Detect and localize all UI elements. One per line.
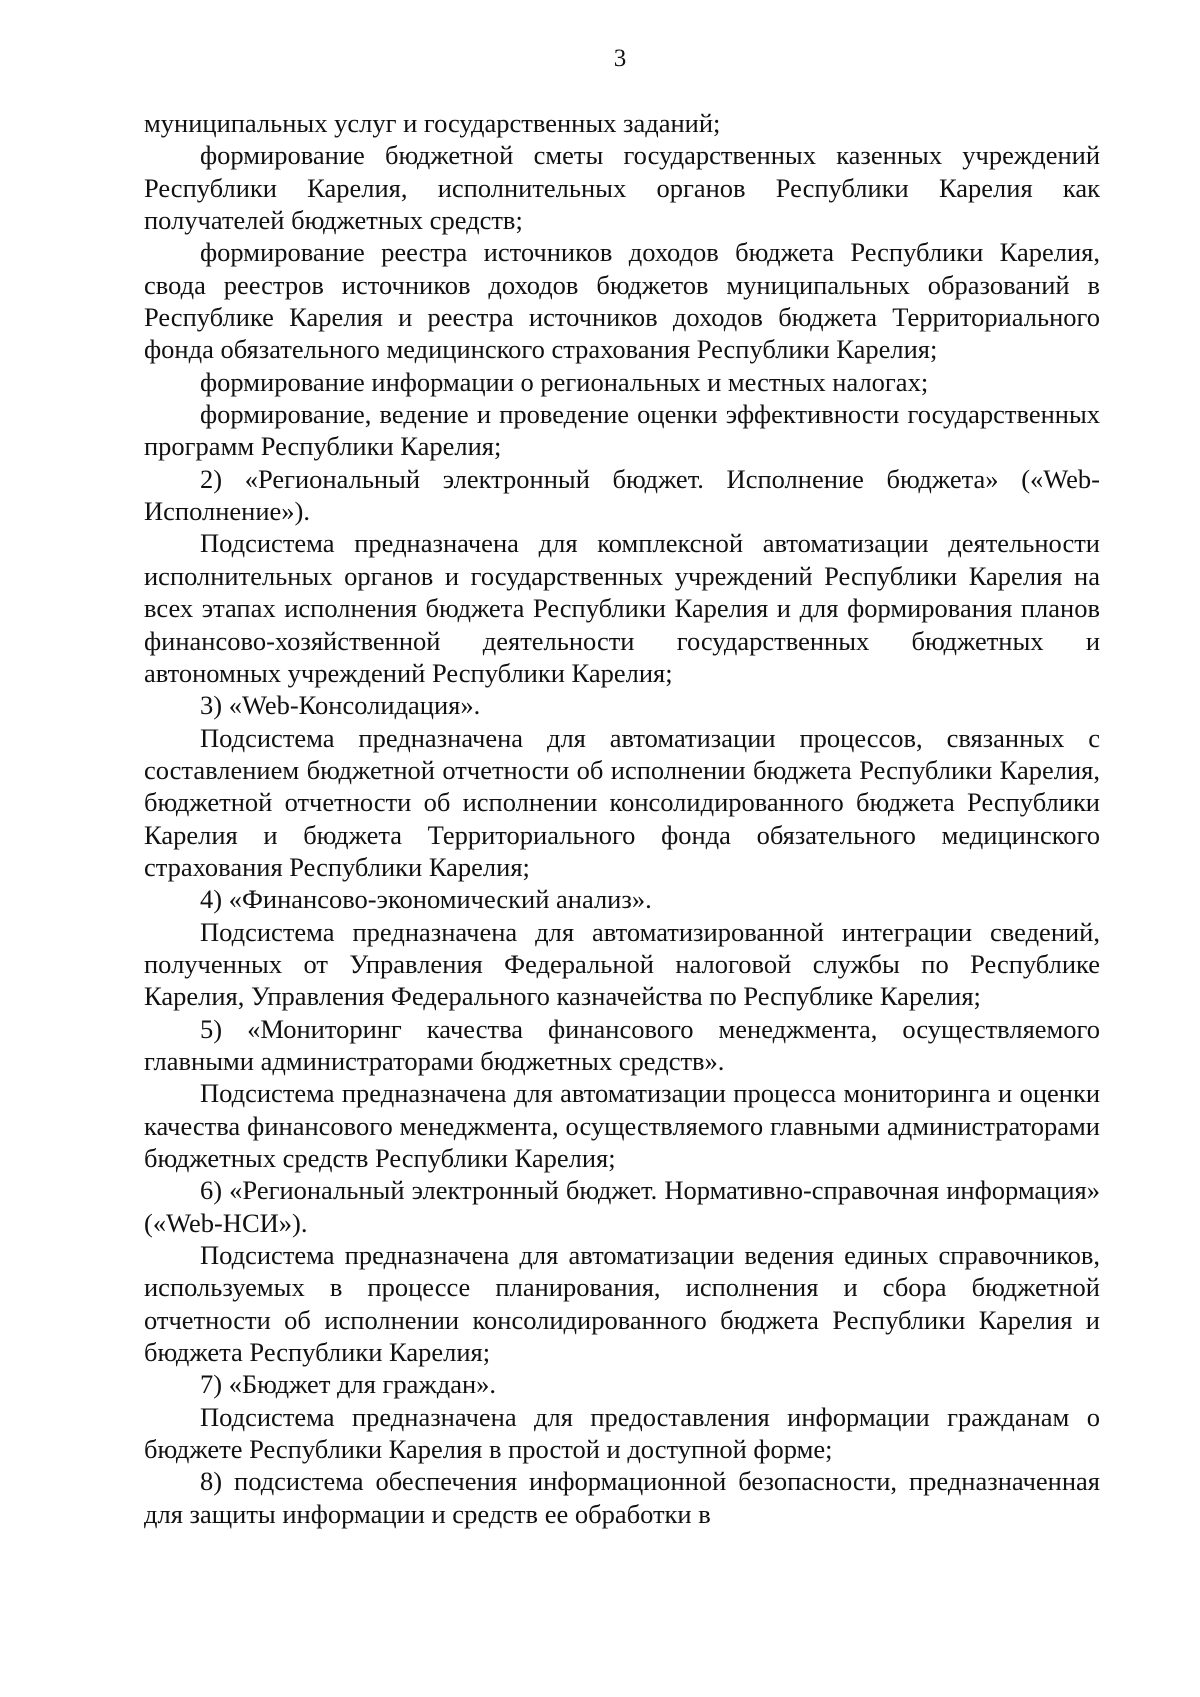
paragraph-taxes-info: формирование информации о региональных и местных налогах; [200, 366, 929, 397]
list-item-2-heading: 2) «Региональный электронный бюджет. Исполнение бюджета» («Web-Исполнение»). [144, 463, 1100, 527]
paragraph-continuation: муниципальных услуг и государственных заданий; [144, 108, 721, 138]
list-item-4-heading: 4) «Финансово-экономический анализ». [200, 884, 652, 915]
list-item-7-description: Подсистема предназначена для предоставления информации гражданам о бюджете Республики Карелия в простой и доступной форме; [144, 1401, 1100, 1465]
list-item-4-description: Подсистема предназначена для автоматизированной интеграции сведений, полученных от Управления Федеральной налоговой службы по Республике Карелия, Управления Федерального казначейства по Республике Карелия; [144, 916, 1100, 1012]
paragraph-income-registry: формирование реестра источников доходов бюджета Республики Карелия, свода реестров источников доходов бюджетов муниципальных образований в Республике Карелия и реестра источников доходов бюджета Территориального фонда обязательного медицинского страхования Республики Карелия; [144, 237, 1100, 365]
paragraph-programs-evaluation: формирование, ведение и проведение оценки эффективности государственных программ Республики Карелия; [144, 399, 1100, 462]
list-item-5-heading: 5) «Мониторинг качества финансового менеджмента, осуществляемого главными администраторами бюджетных средств». [144, 1013, 1100, 1076]
list-item-3-description: Подсистема предназначена для автоматизации процессов, связанных с составлением бюджетной отчетности об исполнении бюджета Республики Карелия, бюджетной отчетности об исполнении консолидированного бюджета Республики Карелия и бюджета Территориального фонда обязательного медицинского страхования Республики Карелия; [144, 722, 1100, 882]
paragraph-budget-estimate: формирование бюджетной сметы государственных казенных учреждений Республики Карелия, исполнительных органов Республики Карелия как получателей бюджетных средств; [144, 140, 1100, 236]
list-item-2-description: Подсистема предназначена для комплексной автоматизации деятельности исполнительных органов и государственных учреждений Республики Карелия на всех этапах исполнения бюджета Республики Карелия и для формирования планов финансово-хозяйственной деятельности государственных бюджетных и автономных учреждений Республики Карелия; [144, 528, 1100, 688]
list-item-7-heading: 7) «Бюджет для граждан». [200, 1369, 497, 1400]
page-number: 3 [613, 45, 627, 72]
list-item-8-heading: 8) подсистема обеспечения информационной безопасности, предназначенная для защиты информации и средств ее обработки в [144, 1466, 1100, 1529]
document-body [144, 107, 1100, 1530]
list-item-5-description: Подсистема предназначена для автоматизации процесса мониторинга и оценки качества финансового менеджмента, осуществляемого главными администраторами бюджетных средств Республики Карелия; [144, 1078, 1100, 1173]
list-item-3-heading: 3) «Web-Консолидация». [200, 690, 481, 721]
list-item-6-heading: 6) «Региональный электронный бюджет. Нормативно-справочная информация» («Web-НСИ»). [144, 1175, 1100, 1238]
list-item-6-description: Подсистема предназначена для автоматизации ведения единых справочников, используемых в процессе планирования, исполнения и сбора бюджетной отчетности об исполнении консолидированного бюджета Республики Карелия и бюджета Республики Карелия; [144, 1240, 1100, 1368]
